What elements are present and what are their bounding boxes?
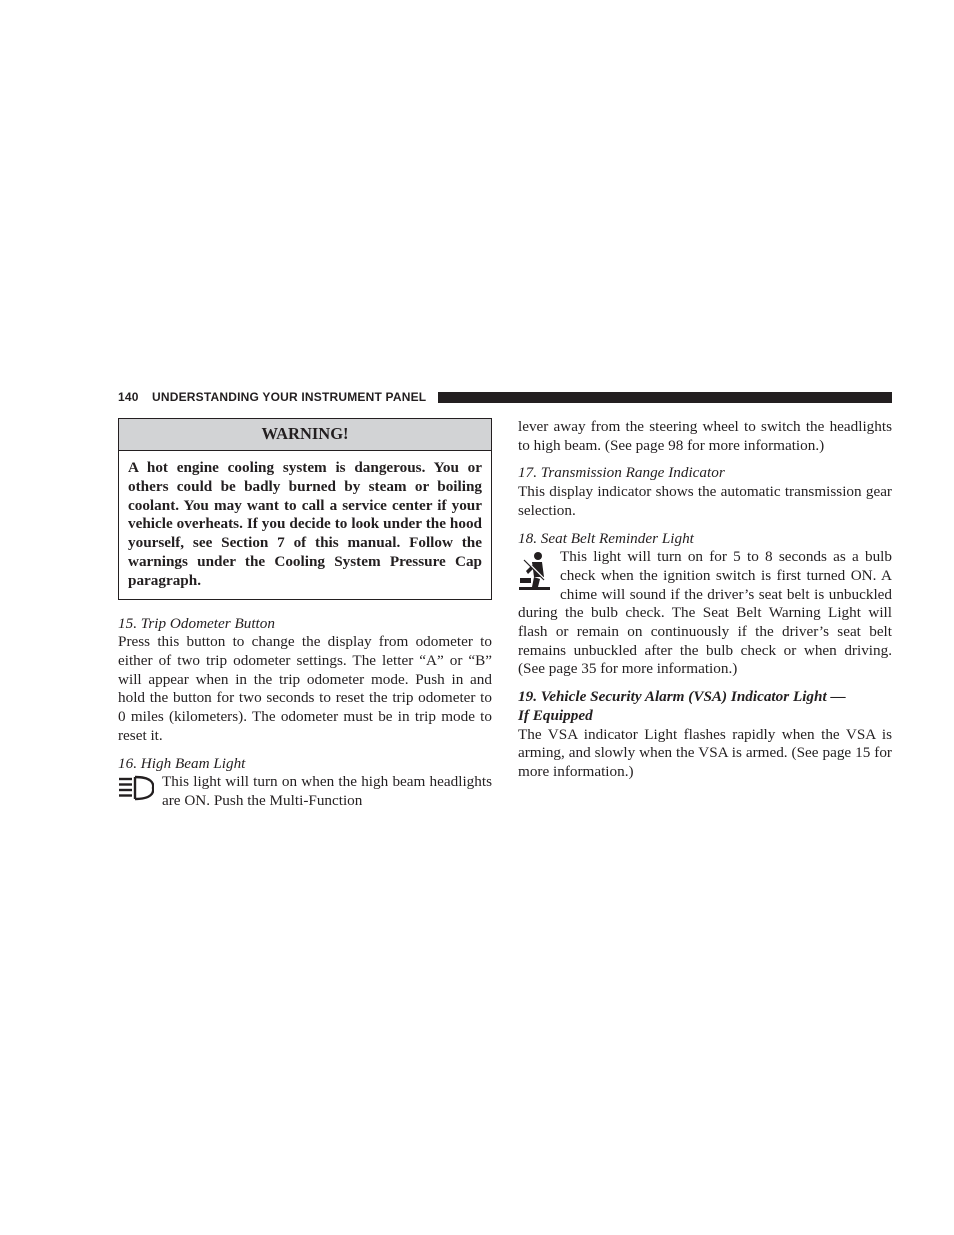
- vsa-heading: [518, 688, 892, 725]
- seat-belt-icon: [518, 551, 552, 591]
- section-title: UNDERSTANDING YOUR INSTRUMENT PANEL: [152, 390, 427, 404]
- page-number: 140: [118, 390, 139, 404]
- seat-belt-heading: 18. Seat Belt Reminder Light: [518, 529, 694, 547]
- warning-title: WARNING!: [119, 419, 491, 451]
- warning-box: [118, 418, 492, 600]
- high-beam-heading: 16. High Beam Light: [118, 754, 246, 772]
- page-header: [118, 389, 892, 405]
- high-beam-icon: [118, 775, 154, 801]
- vsa-heading-line2: If Equipped: [518, 706, 593, 724]
- vsa-text: The VSA indicator Light flashes rapidly when the VSA is arming, and slowly when the VSA is armed. (See page 15 for more information.): [518, 725, 892, 780]
- warning-body: A hot engine cooling system is dangerous. You or others could be badly burned by steam or boiling coolant. You may want to call a service center if your vehicle overheats. If you decide to look under the hood yourself, see Section 7 of this manual. Follow the warnings under the Cooling System Pressure Cap paragraph.: [128, 459, 482, 589]
- right-column: [518, 418, 892, 782]
- transmission-range-heading: 17. Transmission Range Indicator: [518, 464, 725, 482]
- seat-belt-block: [518, 548, 892, 679]
- vsa-heading-line1: 19. Vehicle Security Alarm (VSA) Indicator Light —: [518, 688, 846, 706]
- header-rule: [438, 392, 892, 403]
- high-beam-text-continued: lever away from the steering wheel to switch the headlights to high beam. (See page 98 for more information.): [518, 418, 892, 454]
- transmission-range-text: This display indicator shows the automatic transmission gear selection.: [518, 483, 892, 519]
- trip-odometer-text: Press this button to change the display from odometer to either of two trip odometer settings. The letter “A” or “B” will appear when in the trip odometer mode. Push in and hold the button for two seconds to reset the trip odometer to 0 miles (kilometers). The odometer must be in trip mode to reset it.: [118, 633, 492, 744]
- high-beam-text: This light will turn on when the high beam headlights are ON. Push the Multi-Function: [162, 773, 492, 809]
- trip-odometer-heading: 15. Trip Odometer Button: [118, 614, 275, 632]
- left-column: [118, 418, 492, 811]
- high-beam-block: [118, 773, 492, 810]
- seat-belt-text: This light will turn on for 5 to 8 seconds as a bulb check when the ignition switch is first turned ON. A chime will sound if the driver’s seat belt is unbuckled during the bulb check. The Seat Belt Warning Light will flash or remain on continuously if the driver’s seat belt remains unbuckled after the bulb check or when driving. (See page 35 for more information.): [518, 548, 892, 678]
